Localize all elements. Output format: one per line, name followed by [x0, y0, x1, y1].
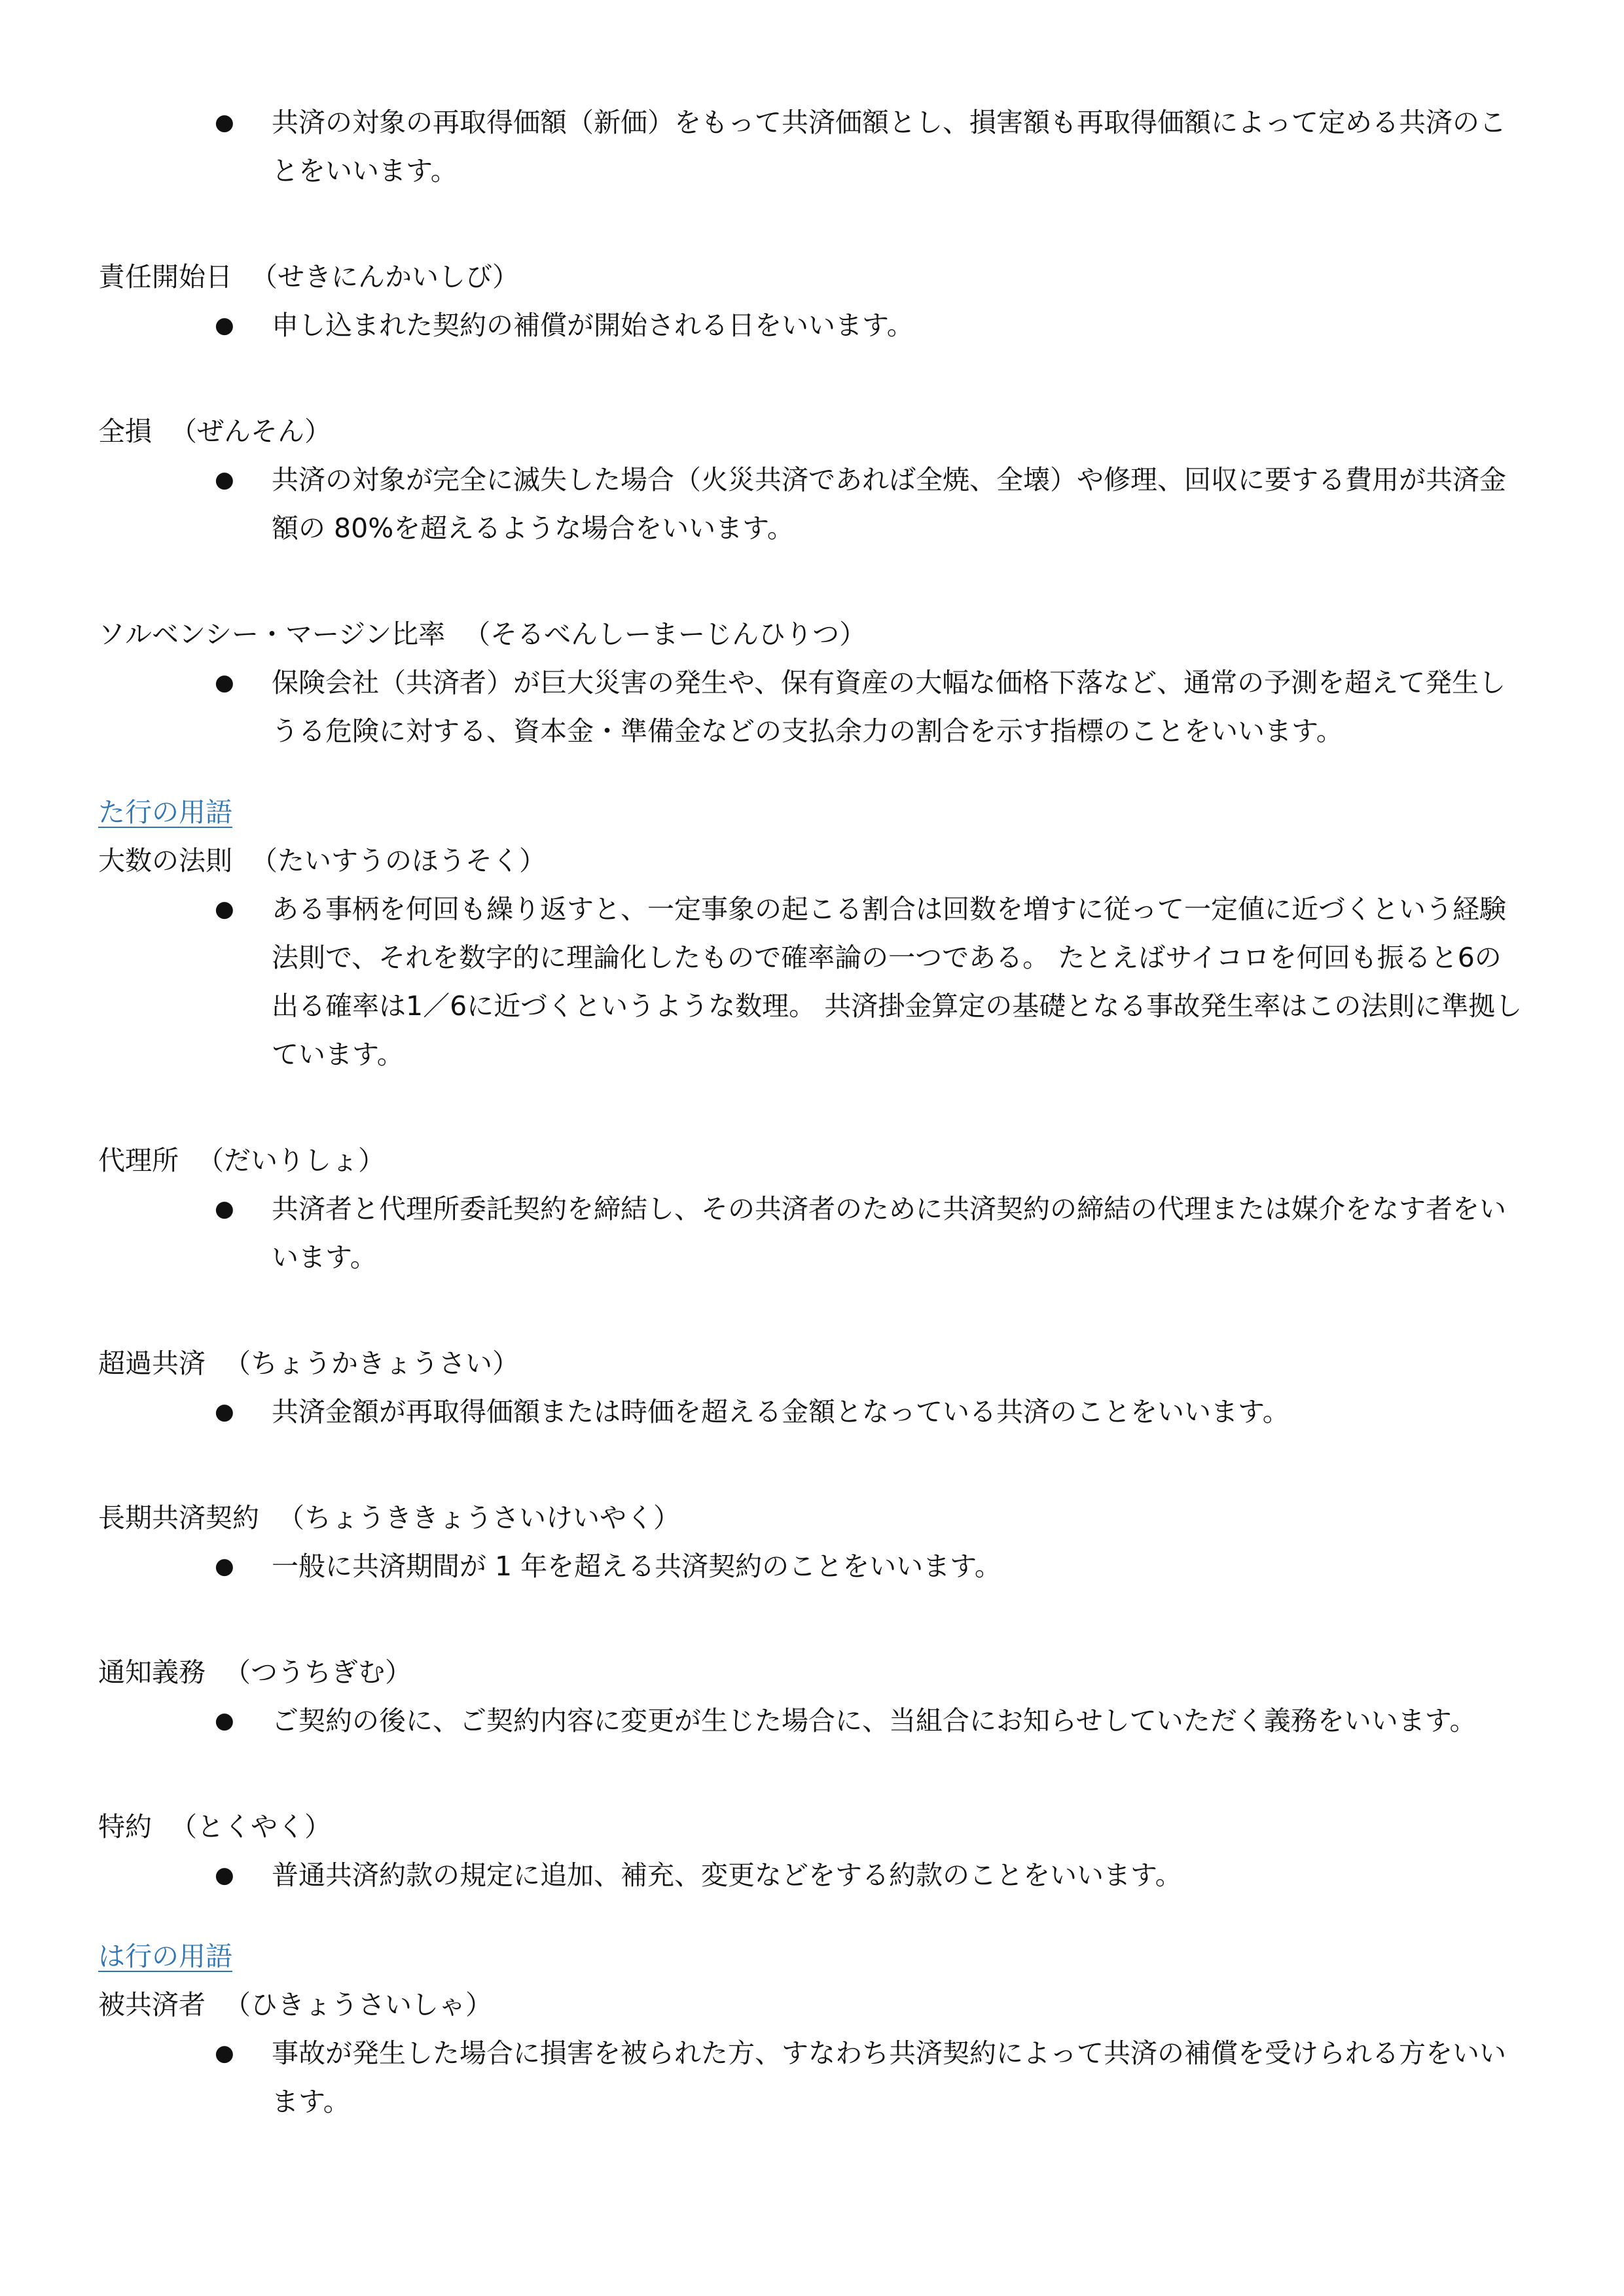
- term-reading: （そるべんしーまーじんひりつ）: [463, 619, 867, 650]
- definition-chouka-kyousai: [98, 1388, 1532, 1436]
- term-label: ソルベンシー・マージン比率: [98, 619, 446, 650]
- bullet-icon: ●: [215, 1708, 234, 1734]
- bullet-icon: ●: [215, 1399, 234, 1425]
- term-tsuuchi-gimu: [98, 1648, 1532, 1696]
- term-reading: （たいすうのほうそく）: [251, 845, 546, 876]
- definition-text: 共済者と代理所委託契約を締結し、その共済者のために共済契約の締結の代理または媒介をなす者をいいます。: [272, 1193, 1506, 1273]
- definition-text: ご契約の後に、ご契約内容に変更が生じた場合に、当組合にお知らせしていただく義務をいいます。: [272, 1705, 1477, 1736]
- definition-text: 申し込まれた契約の補償が開始される日をいいます。: [272, 310, 914, 341]
- bullet-icon: ●: [215, 312, 234, 338]
- term-taisuu-no-housoku: [98, 836, 1532, 885]
- bullet-icon: ●: [215, 467, 234, 493]
- term-reading: （つうちぎむ）: [224, 1657, 412, 1688]
- term-chouka-kyousai: [98, 1339, 1532, 1388]
- definition-text: 共済の対象が完全に滅失した場合（火災共済であれば全焼、全壊）や修理、回収に要する費用が共済金額の 80%を超えるような場合をいいます。: [272, 464, 1506, 544]
- term-reading: （ぜんそん）: [170, 416, 331, 447]
- bullet-icon: ●: [215, 1553, 234, 1579]
- term-reading: （せきにんかいしび）: [251, 261, 519, 293]
- definition-tokuyaku: [98, 1851, 1532, 1899]
- term-tokuyaku: [98, 1803, 1532, 1851]
- definition-text: 保険会社（共済者）が巨大災害の発生や、保有資産の大幅な価格下落など、通常の予測を超えて発生しうる危険に対する、資本金・準備金などの支払余力の割合を示す指標のことをいいます。: [272, 667, 1506, 747]
- term-label: 責任開始日: [98, 261, 232, 293]
- bullet-icon: ●: [215, 1196, 234, 1222]
- definition-text: 共済金額が再取得価額または時価を超える金額となっている共済のことをいいます。: [272, 1396, 1290, 1427]
- term-dairisho: [98, 1136, 1532, 1185]
- bullet-icon: ●: [215, 670, 234, 696]
- definition-zenson: [98, 456, 1532, 552]
- definition-dairisho: [98, 1185, 1532, 1282]
- term-solvency-margin: [98, 610, 1532, 658]
- term-reading: （とくやく）: [170, 1811, 331, 1842]
- definition-chouki-kyousai-keiyaku: [98, 1542, 1532, 1590]
- section-heading-ha[interactable]: は行の用語: [98, 1941, 232, 1972]
- definition-tsuuchi-gimu: [98, 1696, 1532, 1745]
- term-reading: （ひきょうさいしゃ）: [224, 1989, 492, 2020]
- term-reading: （ちょうききょうさいけいやく）: [278, 1502, 680, 1534]
- definition-sekinin-kaishibi: [98, 301, 1532, 350]
- term-label: 通知義務: [98, 1657, 206, 1688]
- term-reading: （ちょうかきょうさい）: [224, 1348, 519, 1379]
- term-reading: （だいりしょ）: [197, 1145, 385, 1176]
- term-label: 全損: [98, 416, 152, 447]
- definition-text: 一般に共済期間が 1 年を超える共済契約のことをいいます。: [272, 1551, 1001, 1582]
- bullet-icon: ●: [215, 109, 234, 135]
- term-chouki-kyousai-keiyaku: [98, 1494, 1532, 1542]
- definition-solvency-margin: [98, 658, 1532, 755]
- term-label: 被共済者: [98, 1989, 206, 2020]
- term-label: 長期共済契約: [98, 1502, 259, 1534]
- term-label: 代理所: [98, 1145, 179, 1176]
- definition-text: 共済の対象の再取得価額（新価）をもって共済価額とし、損害額も再取得価額によって定める共済のことをいいます。: [272, 107, 1506, 187]
- term-label: 特約: [98, 1811, 152, 1842]
- term-hikyousaisha: [98, 1981, 1532, 2029]
- bullet-icon: ●: [215, 896, 234, 922]
- definition-text: 普通共済約款の規定に追加、補充、変更などをする約款のことをいいます。: [272, 1859, 1182, 1891]
- definition-text: ある事柄を何回も繰り返すと、一定事象の起こる割合は回数を増すに従って一定値に近づくという経験法則で、それを数字的に理論化したもので確率論の一つである。 たとえばサイコロを何回も振ると6の出る確率は1／6に近づくというような数理。 共済掛金算定の基礎となる事故発生率はこの法則に準拠しています。: [272, 893, 1523, 1070]
- definition-replacement-cost: [98, 98, 1532, 195]
- term-zenson: [98, 407, 1532, 456]
- term-label: 超過共済: [98, 1348, 206, 1379]
- definition-text: 事故が発生した場合に損害を被られた方、すなわち共済契約によって共済の補償を受けられる方をいいます。: [272, 2037, 1506, 2117]
- definition-taisuu-no-housoku: [98, 885, 1532, 1079]
- bullet-icon: ●: [215, 1862, 234, 1888]
- definition-hikyousaisha: [98, 2029, 1532, 2126]
- term-sekinin-kaishibi: [98, 253, 1532, 301]
- term-label: 大数の法則: [98, 845, 232, 876]
- section-heading-ta[interactable]: た行の用語: [98, 797, 232, 828]
- bullet-icon: ●: [215, 2040, 234, 2066]
